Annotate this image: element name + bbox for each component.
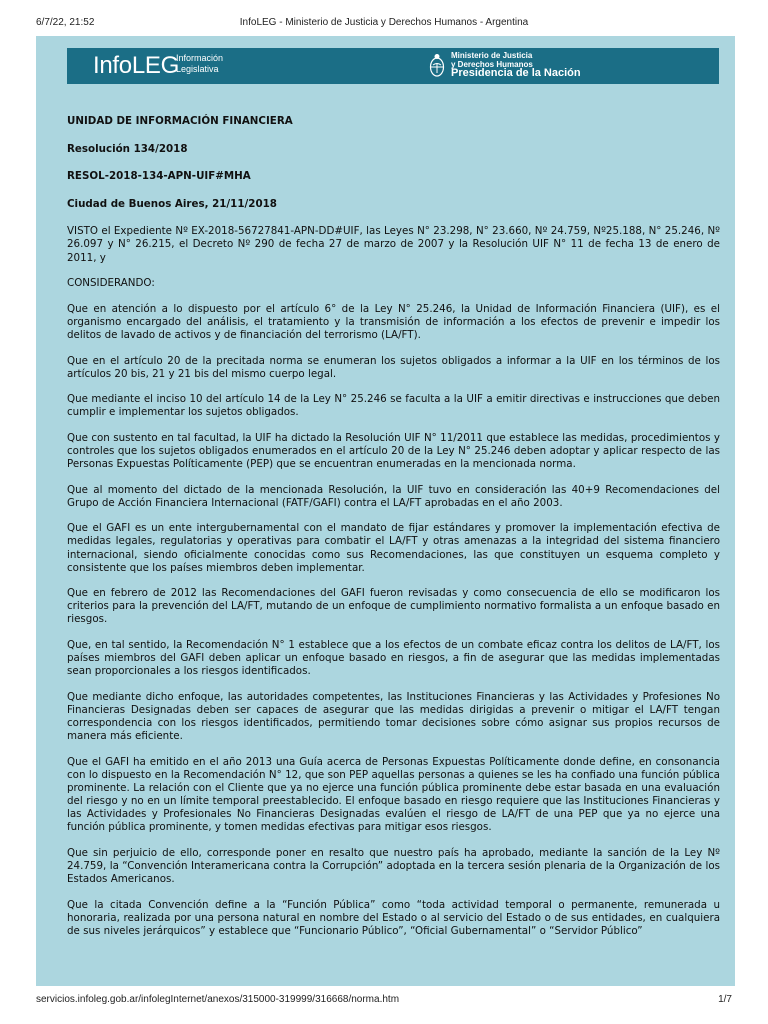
doc-paragraph: Que mediante el inciso 10 del artículo 14 de la Ley N° 25.246 se faculta a la UIF a emitir directivas e instrucciones que deben cumplir e implementar los sujetos obligados.: [67, 393, 720, 419]
print-url: servicios.infoleg.gob.ar/infolegInternet/anexos/315000-319999/316668/norma.htm: [36, 994, 400, 1005]
print-page-title: InfoLEG - Ministerio de Justicia y Derechos Humanos - Argentina: [239, 17, 529, 28]
print-datetime: 6/7/22, 21:52: [36, 17, 95, 28]
doc-paragraph: Que con sustento en tal facultad, la UIF ha dictado la Resolución UIF N° 11/2011 que establece las medidas, procedimientos y controles que los sujetos obligados enumerados en el artículo 20 de la Ley N° 25.246 deben adoptar y aplicar respecto de las Personas Expuestas Políticamente (PEP) que se encuentran enumeradas en la mencionada norma.: [67, 431, 720, 471]
print-page-number: 1/7: [718, 994, 732, 1005]
presidencia-label: Presidencia de la Nación: [451, 67, 581, 79]
doc-paragraph: Que sin perjuicio de ello, corresponde poner en resalto que nuestro país ha aprobado, mediante la sanción de la Ley Nº 24.759, la “Convención Interamericana contra la Corrupción” adoptada en la tercera sesión plenaria de la Organización de los Estados Americanos.: [67, 846, 720, 885]
logo-sub-line-1: Información: [176, 53, 224, 63]
doc-paragraph: Que en atención a lo dispuesto por el artículo 6° de la Ley N° 25.246, la Unidad de Información Financiera (UIF), es el organismo encargado del análisis, el tratamiento y la transmisión de información a los efectos de prevenir e impedir los delitos de lavado de activos y de financiación del terrorismo (LA/FT).: [67, 302, 720, 341]
infoleg-banner: [67, 48, 719, 84]
logo-sub-line-2: Legislativa: [176, 64, 219, 74]
doc-paragraph: Que el GAFI es un ente intergubernamental con el mandato de fijar estándares y promover la implementación efectiva de medidas legales, regulatorias y operativas para combatir el LA/FT y otras amenazas a la integridad del sistema financiero internacional, siendo oficialmente conocidas como sus Recomendaciones, las que constituyen un esquema completo y consistente que los países miembros deben implementar.: [67, 522, 720, 574]
document-body: [67, 115, 720, 950]
doc-heading-code: RESOL-2018-134-APN-UIF#MHA: [67, 170, 251, 183]
doc-paragraph: Que en febrero de 2012 las Recomendaciones del GAFI fueron revisadas y como consecuencia de ello se modificaron los criterios para la prevención del LA/FT, mutando de un enfoque de cumplimiento normativo formalista a un enfoque basado en riesgos.: [67, 587, 720, 626]
ministry-line-1: Ministerio de Justicia: [451, 51, 533, 60]
doc-heading-agency: UNIDAD DE INFORMACIÓN FINANCIERA: [67, 115, 293, 127]
doc-paragraph: Que mediante dicho enfoque, las autoridades competentes, las Instituciones Financieras y las Actividades y Profesiones No Financieras Designadas deben ser capaces de asegurar que las medidas dirigidas a prevenir o mitigar el LA/FT tengan correspondencia con los riesgos identificados, permitiendo tomar decisiones sobre cómo asignar sus propios recursos de manera más eficiente.: [67, 690, 720, 743]
doc-heading-resolution: Resolución 134/2018: [67, 142, 188, 155]
infoleg-logo[interactable]: InfoLEG: [93, 52, 179, 79]
doc-paragraph-visto: VISTO el Expediente Nº EX-2018-56727841-APN-DD#UIF, las Leyes N° 23.298, N° 23.660, Nº 24.759, Nº25.188, N° 25.246, Nº 26.097 y N° 26.215, el Decreto Nº 290 de fecha 27 de marzo de 2007 y la Resolución UIF N° 11 de fecha 13 de enero de 2011, y: [67, 225, 720, 264]
ministry-line-2: y Derechos Humanos: [451, 60, 533, 69]
doc-paragraph: Que el GAFI ha emitido en el año 2013 una Guía acerca de Personas Expuestas Políticamente donde define, en consonancia con lo dispuesto en la Recomendación N° 12, que son PEP aquellas personas a quienes se les ha confiado una función pública prominente. La relación con el Cliente que ya no ejerce una función pública prominente debe estar basada en una evaluación del riesgo y no en un límite temporal preestablecido. El enfoque basado en riesgo requiere que las Instituciones Financieras y las Actividades y Profesionales No Financieras Designadas evalúen el riesgo de LA/FT de una PEP que ya no ejerce una función pública prominente, y tomen medidas efectivas para mitigar esos riesgos.: [67, 755, 720, 834]
doc-heading-place-date: Ciudad de Buenos Aires, 21/11/2018: [67, 197, 277, 210]
doc-paragraph-considerando: CONSIDERANDO:: [67, 277, 155, 290]
print-header: [0, 0, 768, 36]
doc-paragraph: Que la citada Convención define a la “Función Pública” como “toda actividad temporal o permanente, remunerada u honoraria, realizada por una persona natural en nombre del Estado o al servicio del Estado o de sus entidades, en cualquiera de sus niveles jerárquicos” y establece que “Funcionario Público”, “Oficial Gubernamental” o “Servidor Público”: [67, 898, 720, 937]
doc-paragraph: Que al momento del dictado de la mencionada Resolución, la UIF tuvo en consideración las 40+9 Recomendaciones del Grupo de Acción Financiera Internacional (FATF/GAFI) contra el LA/FT aprobadas en el año 2003.: [67, 483, 720, 509]
doc-paragraph: Que, en tal sentido, la Recomendación N° 1 establece que a los efectos de un combate eficaz contra los delitos de LA/FT, los países miembros del GAFI deben aplicar un enfoque basado en riesgos, a fin de asegurar que las medidas implementadas sean proporcionales a los riesgos identificados.: [67, 639, 720, 678]
document-page: [36, 36, 735, 986]
infoleg-logo-subtitle: [176, 53, 223, 75]
doc-paragraph: Que en el artículo 20 de la precitada norma se enumeran los sujetos obligados a informar a la UIF en los términos de los artículos 20 bis, 21 y 21 bis del mismo cuerpo legal.: [67, 354, 720, 380]
argentina-coat-of-arms-icon: [428, 53, 446, 79]
